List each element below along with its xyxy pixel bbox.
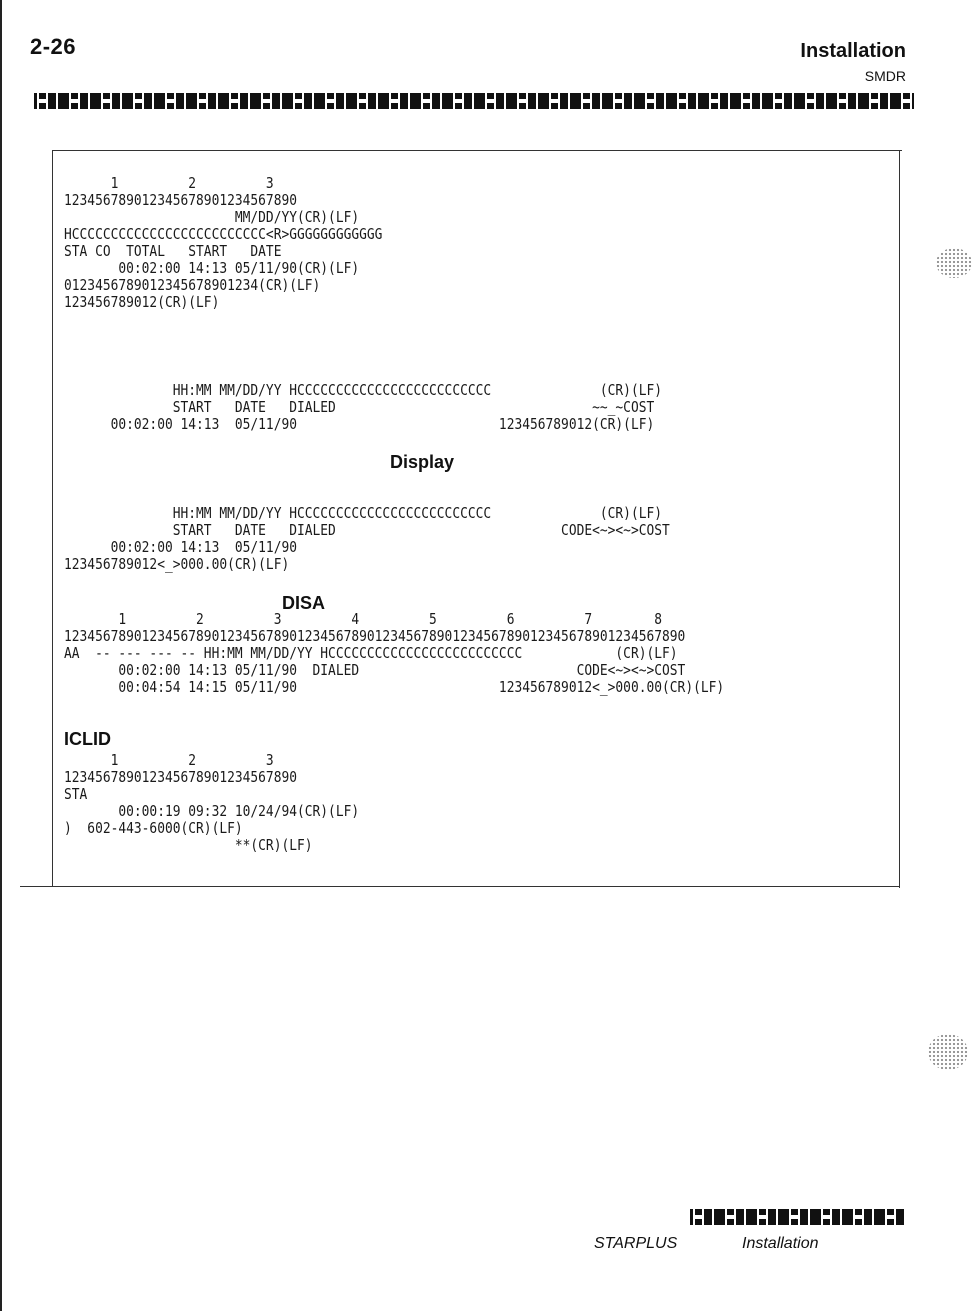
figure-frame-bottom xyxy=(20,886,900,887)
format-line: 1 2 3 xyxy=(64,174,274,192)
format-line: 1 2 3 4 5 6 7 8 xyxy=(64,610,663,628)
format-line: HH:MM MM/DD/YY HCCCCCCCCCCCCCCCCCCCCCCCCC (CR)(LF) xyxy=(64,504,663,522)
format-line: MM/DD/YY(CR)(LF) xyxy=(64,208,360,226)
format-line: **(CR)(LF) xyxy=(64,836,313,854)
decorative-border-top xyxy=(34,93,914,109)
scan-speck xyxy=(936,248,972,278)
format-line: HCCCCCCCCCCCCCCCCCCCCCCCCC<R>GGGGGGGGGGGG xyxy=(64,225,383,243)
heading-disa: DISA xyxy=(282,593,326,613)
format-line: 0123456789012345678901234(CR)(LF) xyxy=(64,276,321,294)
figure-frame-right xyxy=(899,150,900,888)
figure-frame-top xyxy=(52,150,902,151)
format-line: 123456789012345678901234567890 xyxy=(64,768,298,786)
format-line: START DATE DIALED CODE<~><~>COST xyxy=(64,521,670,539)
heading-iclid: ICLID xyxy=(64,729,111,749)
format-line: 00:02:00 14:13 05/11/90(CR)(LF) xyxy=(64,259,360,277)
format-line: HH:MM MM/DD/YY HCCCCCCCCCCCCCCCCCCCCCCCCC (CR)(LF) xyxy=(64,381,663,399)
format-line: START DATE DIALED ~~_~COST xyxy=(64,398,655,416)
footer-installation: Installation xyxy=(742,1235,819,1252)
section-title: Installation xyxy=(800,40,906,62)
format-line: 123456789012(CR)(LF) xyxy=(64,293,220,311)
format-line: STA CO TOTAL START DATE xyxy=(64,242,282,260)
format-line: ) 602-443-6000(CR)(LF) xyxy=(64,819,243,837)
format-line: 1 2 3 xyxy=(64,751,274,769)
format-line: 00:02:00 14:13 05/11/90 DIALED CODE<~><~>COST xyxy=(64,661,686,679)
format-line: 123456789012345678901234567890 xyxy=(64,191,298,209)
decorative-border-bottom xyxy=(690,1209,906,1225)
footer-brand: STARPLUS xyxy=(594,1235,678,1252)
format-line: 123456789012<_>000.00(CR)(LF) xyxy=(64,555,290,573)
format-line: AA -- --- --- -- HH:MM MM/DD/YY HCCCCCCCCCCCCCCCCCCCCCCCCC (CR)(LF) xyxy=(64,644,678,662)
format-line: STA xyxy=(64,785,88,803)
figure-frame-left xyxy=(52,150,53,886)
format-line: 00:04:54 14:15 05/11/90 123456789012<_>000.00(CR)(LF) xyxy=(64,678,725,696)
format-line: 00:02:00 14:13 05/11/90 123456789012(CR)(LF) xyxy=(64,415,655,433)
format-line: 00:00:19 09:32 10/24/94(CR)(LF) xyxy=(64,802,360,820)
format-line: 00:02:00 14:13 05/11/90 xyxy=(64,538,298,556)
heading-display: Display xyxy=(390,452,455,472)
scan-speck xyxy=(928,1034,968,1070)
section-subtitle: SMDR xyxy=(864,68,906,84)
left-margin-rule xyxy=(0,0,2,1311)
format-line: 12345678901234567890123456789012345678901234567890123456789012345678901234567890 xyxy=(64,627,686,645)
page-number: 2-26 xyxy=(30,34,77,59)
